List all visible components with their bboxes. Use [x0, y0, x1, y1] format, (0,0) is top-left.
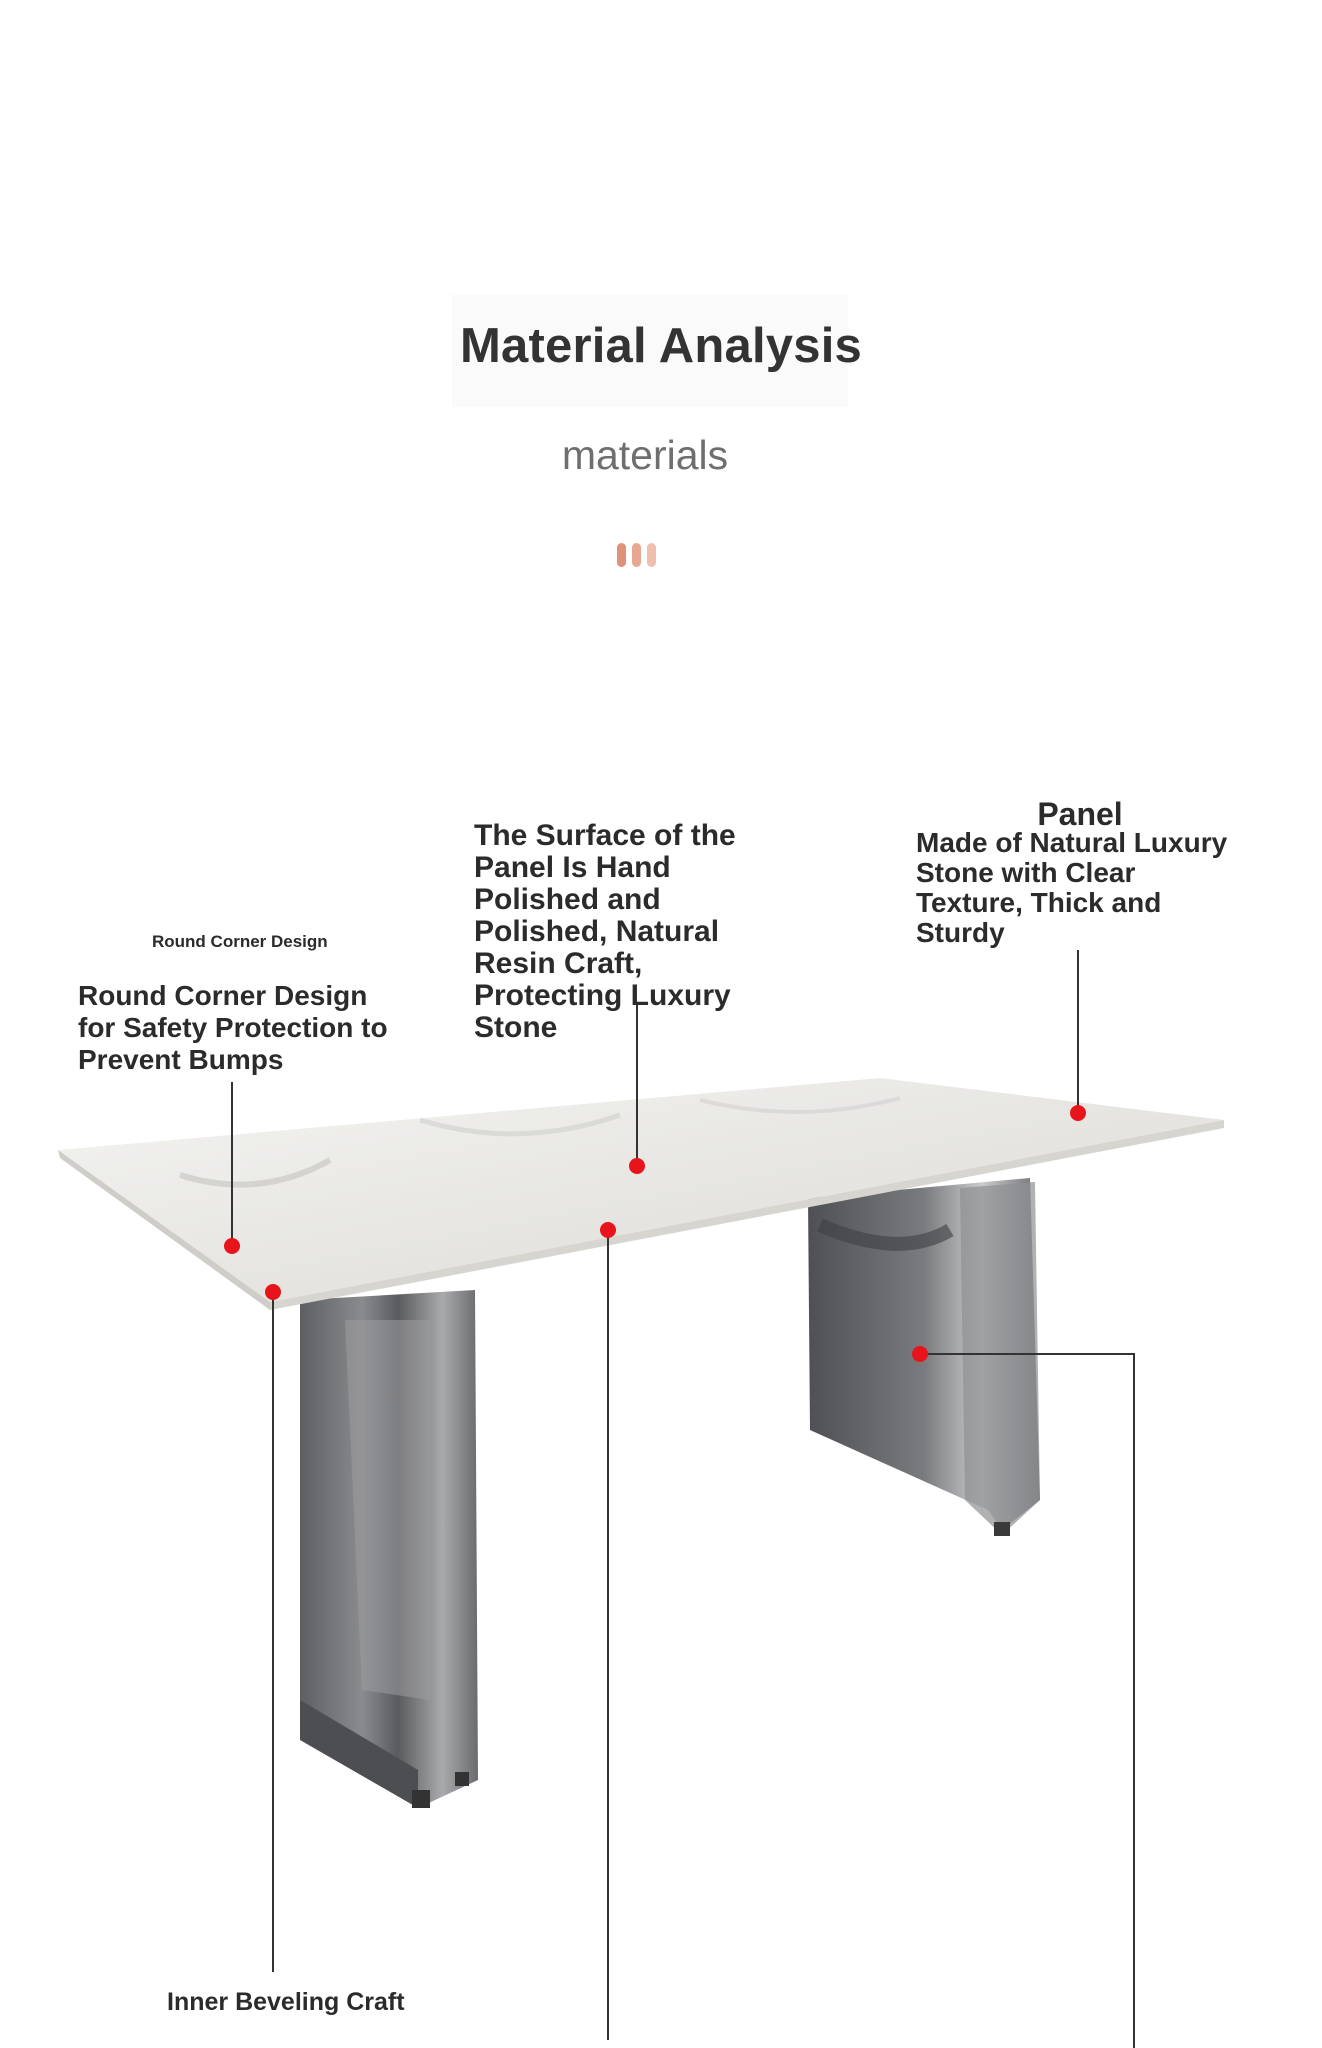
hotspot-panel: [1070, 1105, 1086, 1121]
hotspot-round-corner: [224, 1238, 240, 1254]
hotspot-leg: [912, 1346, 928, 1362]
page-subtitle: materials: [561, 432, 729, 478]
surface-description: The Surface of the Panel Is Hand Polished and Polished, Natural Resin Craft, Protecting Luxury Stone: [474, 819, 736, 1044]
hotspot-surface: [629, 1158, 645, 1174]
panel-title: Panel: [1037, 796, 1123, 832]
table-leg-left: [300, 1290, 478, 1808]
round-corner-description: Round Corner Design for Safety Protection to Prevent Bumps: [78, 980, 388, 1075]
inner-beveling-label: Inner Beveling Craft: [167, 1988, 405, 2016]
page-title: Material Analysis: [460, 319, 862, 373]
round-corner-label: Round Corner Design: [152, 932, 328, 951]
panel-description: Made of Natural Luxury Stone with Clear Texture, Thick and Sturdy: [916, 827, 1228, 948]
hotspot-inner-bevel: [265, 1284, 281, 1300]
hotspot-edge: [600, 1222, 616, 1238]
